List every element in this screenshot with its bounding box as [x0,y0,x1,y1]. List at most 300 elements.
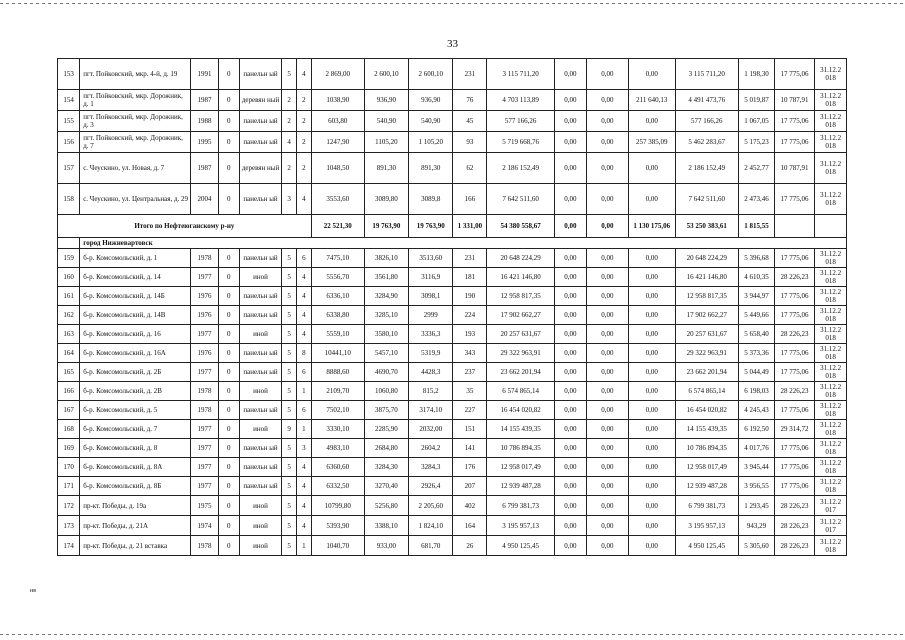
cell-max-cost: 17 775,06 [774,132,814,153]
cell-max-cost: 29 314,72 [774,420,814,439]
cell-area-total: 1038,90 [311,90,364,111]
cell-year: 1976 [191,306,218,325]
cell-row-number: 170 [58,458,80,477]
cell-address: б-р. Комсомольский, д. 8А [80,458,191,477]
cell-floors: 5 [282,536,297,556]
cell-area-total: 6360,60 [311,458,364,477]
cell-deadline: 31.12.2 018 [815,420,847,439]
cell-max-cost: 28 226,23 [774,536,814,556]
cell-col-zero: 0 [218,268,239,287]
cell-area-residential: 3336,3 [409,325,453,344]
summary-empty-2 [815,215,847,238]
cell-address: с. Чеускино, ул. Центральная, д. 29 [80,184,191,215]
cell-wall-material: иной [239,420,281,439]
cell-floors: 2 [282,90,297,111]
cell-unit-cost: 1 067,05 [738,111,774,132]
cell-entrances: 2 [296,132,311,153]
cell-wall-material: панельн ый [239,287,281,306]
city-label: город Нижневартовск [80,238,847,249]
summary-section [58,215,847,249]
cell-area-premises: 5457,10 [364,344,408,363]
cell-floors: 5 [282,516,297,536]
cell-year: 1977 [191,477,218,496]
cell-area-total: 6332,50 [311,477,364,496]
cell-row-number: 155 [58,111,80,132]
cell-wall-material: панельн ый [239,59,281,90]
cell-max-cost: 17 775,06 [774,401,814,420]
cell-cost-2: 4 491 473,76 [675,90,738,111]
cell-deadline: 31.12.2 018 [815,132,847,153]
cell-cost-2: 4 950 125,45 [675,536,738,556]
cell-address: с. Чеускино, ул. Новая, д. 7 [80,153,191,184]
cell-entrances: 4 [296,516,311,536]
cell-fund-2: 0,00 [586,153,628,184]
cell-wall-material: панельн ый [239,184,281,215]
cell-row-number: 169 [58,439,80,458]
cell-address: пгт. Пойковский, мкр. Дорожник, д. 3 [80,111,191,132]
cell-area-premises: 936,90 [364,90,408,111]
cell-address: б-р. Комсомольский, д. 2В [80,382,191,401]
cell-col-zero: 0 [218,420,239,439]
cell-area-premises: 3875,70 [364,401,408,420]
cell-fund-1: 0,00 [554,401,586,420]
cell-deadline: 31.12.2 018 [815,153,847,184]
cell-col-zero: 0 [218,439,239,458]
cell-year: 1977 [191,439,218,458]
cell-fund-1: 0,00 [554,420,586,439]
cell-cost-total: 20 257 631,67 [487,325,555,344]
housing-table [57,58,847,556]
cell-year: 1995 [191,132,218,153]
cell-cost-total: 23 662 201,94 [487,363,555,382]
table-row [58,439,847,458]
cell-wall-material: панельн ый [239,344,281,363]
cell-unit-cost: 4 017,76 [738,439,774,458]
cell-max-cost: 17 775,06 [774,458,814,477]
cell-people: 237 [453,363,487,382]
cell-cost-2: 12 939 487,28 [675,477,738,496]
cell-deadline: 31.12.2 018 [815,287,847,306]
cell-deadline: 31.12.2 018 [815,401,847,420]
table-row [58,516,847,536]
cell-year: 2004 [191,184,218,215]
cell-fund-2: 0,00 [586,516,628,536]
cell-row-number: 168 [58,420,80,439]
cell-people: 151 [453,420,487,439]
cell-floors: 5 [282,59,297,90]
cell-fund-2: 0,00 [586,249,628,268]
cell-area-premises: 3388,10 [364,516,408,536]
cell-col-zero: 0 [218,344,239,363]
cell-area-total: 1040,70 [311,536,364,556]
cell-people: 227 [453,401,487,420]
table-row [58,249,847,268]
cell-area-premises: 5256,80 [364,496,408,516]
table-row [58,132,847,153]
cell-fund-1: 0,00 [554,268,586,287]
cell-area-total: 3553,60 [311,184,364,215]
cell-fund-2: 0,00 [586,184,628,215]
cell-cost-total: 3 115 711,20 [487,59,555,90]
cell-fund-2: 0,00 [586,439,628,458]
cell-cost-total: 2 186 152,49 [487,153,555,184]
cell-unit-cost: 5 658,40 [738,325,774,344]
cell-cost-total: 10 786 894,35 [487,439,555,458]
cell-area-residential: 1 105,20 [409,132,453,153]
cell-max-cost: 10 787,91 [774,90,814,111]
cell-fund-1: 0,00 [554,496,586,516]
cell-people: 62 [453,153,487,184]
cell-deadline: 31.12.2 018 [815,477,847,496]
cell-cost-total: 14 155 439,35 [487,420,555,439]
cell-unit-cost: 4 610,35 [738,268,774,287]
cell-area-total: 7475,10 [311,249,364,268]
cell-deadline: 31.12.2 018 [815,439,847,458]
cell-floors: 2 [282,153,297,184]
cell-area-premises: 3284,30 [364,458,408,477]
cell-fund-1: 0,00 [554,516,586,536]
cell-entrances: 1 [296,420,311,439]
cell-fund-2: 0,00 [586,287,628,306]
cell-area-residential: 4428,3 [409,363,453,382]
cell-cost-2: 3 115 711,20 [675,59,738,90]
cell-wall-material: иной [239,382,281,401]
cell-col-zero: 0 [218,153,239,184]
cell-col-zero: 0 [218,306,239,325]
cell-row-number: 173 [58,516,80,536]
cell-wall-material: иной [239,496,281,516]
cell-people: 93 [453,132,487,153]
cell-people: 26 [453,536,487,556]
cell-fund-3: 0,00 [629,363,676,382]
cell-address: пгт. Пойковский, мкр. 4-й, д. 19 [80,59,191,90]
cell-floors: 5 [282,249,297,268]
cell-max-cost: 17 775,06 [774,111,814,132]
cell-floors: 5 [282,439,297,458]
cell-fund-3: 0,00 [629,325,676,344]
cell-max-cost: 17 775,06 [774,306,814,325]
cell-area-premises: 3826,10 [364,249,408,268]
cell-col-zero: 0 [218,287,239,306]
cell-people: 181 [453,268,487,287]
cell-fund-1: 0,00 [554,132,586,153]
cell-col-zero: 0 [218,536,239,556]
cell-col-zero: 0 [218,59,239,90]
cell-cost-2: 5 462 283,67 [675,132,738,153]
summary-fund-2: 0,00 [586,215,628,238]
cell-wall-material: панельн ый [239,111,281,132]
table-row [58,287,847,306]
table-row [58,344,847,363]
cell-cost-total: 16 421 146,80 [487,268,555,287]
cell-cost-2: 2 186 152,49 [675,153,738,184]
cell-fund-1: 0,00 [554,344,586,363]
cell-fund-1: 0,00 [554,153,586,184]
cell-year: 1988 [191,111,218,132]
cell-address: б-р. Комсомольский, д. 8Б [80,477,191,496]
cell-col-zero: 0 [218,363,239,382]
cell-area-total: 603,80 [311,111,364,132]
cell-row-number: 167 [58,401,80,420]
cell-cost-2: 12 958 017,49 [675,458,738,477]
cell-fund-2: 0,00 [586,90,628,111]
summary-people: 1 331,00 [453,215,487,238]
cell-max-cost: 17 775,06 [774,344,814,363]
cell-floors: 5 [282,268,297,287]
cell-people: 45 [453,111,487,132]
cell-wall-material: панельн ый [239,249,281,268]
cell-area-premises: 3089,80 [364,184,408,215]
cell-fund-1: 0,00 [554,363,586,382]
cell-cost-2: 16 421 146,80 [675,268,738,287]
cell-cost-2: 10 786 894,35 [675,439,738,458]
cell-cost-2: 6 574 865,14 [675,382,738,401]
cell-cost-total: 12 958 817,35 [487,287,555,306]
cell-deadline: 31.12.2 018 [815,111,847,132]
cell-fund-2: 0,00 [586,306,628,325]
cell-cost-total: 29 322 963,91 [487,344,555,363]
cell-wall-material: панельн ый [239,363,281,382]
table-row [58,420,847,439]
cell-fund-2: 0,00 [586,458,628,477]
cell-fund-2: 0,00 [586,382,628,401]
cell-cost-total: 577 166,26 [487,111,555,132]
cell-fund-1: 0,00 [554,287,586,306]
table-row [58,268,847,287]
cell-col-zero: 0 [218,382,239,401]
cell-floors: 9 [282,420,297,439]
table-container [57,58,847,556]
cell-deadline: 31.12.2 018 [815,382,847,401]
cell-wall-material: панельн ый [239,132,281,153]
cell-area-total: 4983,10 [311,439,364,458]
cell-cost-total: 16 454 020,82 [487,401,555,420]
cell-area-residential: 540,90 [409,111,453,132]
cell-fund-3: 0,00 [629,153,676,184]
cell-entrances: 4 [296,268,311,287]
cell-unit-cost: 1 293,45 [738,496,774,516]
cell-year: 1977 [191,363,218,382]
cell-max-cost: 10 787,91 [774,153,814,184]
cell-area-premises: 3561,80 [364,268,408,287]
cell-people: 176 [453,458,487,477]
cell-fund-1: 0,00 [554,111,586,132]
cell-year: 1978 [191,401,218,420]
cell-year: 1978 [191,249,218,268]
cell-area-residential: 2 205,60 [409,496,453,516]
table-row [58,477,847,496]
cell-fund-3: 0,00 [629,496,676,516]
cell-area-premises: 2 600,10 [364,59,408,90]
cell-fund-3: 0,00 [629,477,676,496]
cell-area-premises: 1060,80 [364,382,408,401]
cell-fund-1: 0,00 [554,458,586,477]
cell-col-zero: 0 [218,458,239,477]
table-row [58,90,847,111]
cell-row-number: 157 [58,153,80,184]
cell-area-residential: 3116,9 [409,268,453,287]
cell-people: 224 [453,306,487,325]
cell-area-residential: 815,2 [409,382,453,401]
cell-cost-total: 4 703 113,89 [487,90,555,111]
cell-col-zero: 0 [218,325,239,344]
cell-fund-3: 0,00 [629,420,676,439]
summary-cost: 54 380 558,67 [487,215,555,238]
cell-area-total: 2109,70 [311,382,364,401]
cell-year: 1977 [191,420,218,439]
cell-unit-cost: 5 305,60 [738,536,774,556]
cell-people: 164 [453,516,487,536]
cell-address: б-р. Комсомольский, д. 8 [80,439,191,458]
cell-unit-cost: 5 449,66 [738,306,774,325]
cell-address: б-р. Комсомольский, д. 14 [80,268,191,287]
cell-people: 207 [453,477,487,496]
cell-people: 190 [453,287,487,306]
cell-area-residential: 2604,2 [409,439,453,458]
cell-area-premises: 540,90 [364,111,408,132]
cell-unit-cost: 6 192,50 [738,420,774,439]
summary-fund-3: 1 130 175,06 [629,215,676,238]
cell-unit-cost: 3 944,97 [738,287,774,306]
cell-year: 1977 [191,268,218,287]
cell-area-premises: 1105,20 [364,132,408,153]
cell-area-total: 1247,90 [311,132,364,153]
cell-area-premises: 3284,90 [364,287,408,306]
cell-people: 231 [453,59,487,90]
table-row [58,111,847,132]
cell-fund-1: 0,00 [554,325,586,344]
summary-row [58,215,847,238]
cell-area-premises: 3285,10 [364,306,408,325]
summary-fund-1: 0,00 [554,215,586,238]
cell-floors: 4 [282,132,297,153]
summary-area-premises: 19 763,90 [364,215,408,238]
cell-max-cost: 28 226,23 [774,496,814,516]
cell-deadline: 31.12.2 018 [815,268,847,287]
table-row [58,363,847,382]
cell-unit-cost: 5 044,49 [738,363,774,382]
cell-max-cost: 17 775,06 [774,477,814,496]
cell-max-cost: 17 775,06 [774,363,814,382]
cell-fund-3: 0,00 [629,439,676,458]
cell-entrances: 2 [296,153,311,184]
cell-fund-1: 0,00 [554,306,586,325]
cell-col-zero: 0 [218,111,239,132]
cell-year: 1976 [191,344,218,363]
cell-row-number: 156 [58,132,80,153]
cell-fund-3: 257 385,09 [629,132,676,153]
cell-people: 231 [453,249,487,268]
summary-unit-cost: 1 815,55 [738,215,774,238]
cell-area-premises: 2285,90 [364,420,408,439]
cell-fund-3: 0,00 [629,458,676,477]
cell-unit-cost: 5 019,87 [738,90,774,111]
cell-entrances: 4 [296,306,311,325]
cell-year: 1978 [191,536,218,556]
cell-address: б-р. Комсомольский, д. 5 [80,401,191,420]
cell-area-residential: 3098,1 [409,287,453,306]
cell-floors: 5 [282,401,297,420]
table-row [58,153,847,184]
cell-row-number: 164 [58,344,80,363]
cell-cost-2: 23 662 201,94 [675,363,738,382]
cell-row-number: 158 [58,184,80,215]
cell-area-residential: 1 824,10 [409,516,453,536]
table-row [58,401,847,420]
cell-unit-cost: 2 452,77 [738,153,774,184]
cell-year: 1987 [191,90,218,111]
cell-area-total: 2 869,00 [311,59,364,90]
cell-year: 1987 [191,153,218,184]
cell-cost-total: 3 195 957,13 [487,516,555,536]
cell-address: б-р. Комсомольский, д. 1 [80,249,191,268]
cell-area-total: 1048,50 [311,153,364,184]
cell-row-number: 174 [58,536,80,556]
cell-fund-3: 0,00 [629,401,676,420]
cell-max-cost: 28 226,23 [774,325,814,344]
cell-wall-material: деревян ный [239,90,281,111]
cell-year: 1977 [191,458,218,477]
cell-unit-cost: 6 198,03 [738,382,774,401]
cell-area-total: 6336,10 [311,287,364,306]
cell-unit-cost: 5 373,36 [738,344,774,363]
table-body-top [58,59,847,215]
cell-row-number: 161 [58,287,80,306]
cell-deadline: 31.12.2 018 [815,306,847,325]
cell-area-premises: 3580,10 [364,325,408,344]
cell-deadline: 31.12.2 018 [815,59,847,90]
cell-wall-material: панельн ый [239,439,281,458]
cell-deadline: 31.12.2 017 [815,496,847,516]
cell-row-number: 163 [58,325,80,344]
cell-fund-2: 0,00 [586,477,628,496]
cell-area-residential: 2032,00 [409,420,453,439]
cell-year: 1977 [191,325,218,344]
cell-deadline: 31.12.2 018 [815,363,847,382]
cell-row-number: 166 [58,382,80,401]
cell-floors: 5 [282,287,297,306]
cell-entrances: 1 [296,536,311,556]
cell-entrances: 2 [296,90,311,111]
cell-year: 1978 [191,382,218,401]
cell-address: пр-кт. Победы, д. 19а [80,496,191,516]
cell-floors: 3 [282,184,297,215]
cell-floors: 5 [282,477,297,496]
cell-unit-cost: 943,29 [738,516,774,536]
cell-max-cost: 28 226,23 [774,382,814,401]
cell-fund-3: 0,00 [629,111,676,132]
cell-cost-2: 29 322 963,91 [675,344,738,363]
cell-people: 193 [453,325,487,344]
cell-max-cost: 17 775,06 [774,59,814,90]
cell-fund-3: 0,00 [629,536,676,556]
cell-wall-material: панельн ый [239,401,281,420]
cell-fund-3: 0,00 [629,306,676,325]
cell-cost-total: 7 642 511,60 [487,184,555,215]
cell-deadline: 31.12.2 018 [815,536,847,556]
cell-area-residential: 3513,60 [409,249,453,268]
city-empty-cell [58,238,80,249]
cell-col-zero: 0 [218,496,239,516]
cell-wall-material: панельн ый [239,306,281,325]
cell-cost-total: 6 799 381,73 [487,496,555,516]
cell-row-number: 172 [58,496,80,516]
cell-area-residential: 3284,3 [409,458,453,477]
cell-entrances: 6 [296,401,311,420]
footer-mark: нв [30,588,37,594]
cell-fund-3: 0,00 [629,516,676,536]
cell-area-total: 3330,10 [311,420,364,439]
